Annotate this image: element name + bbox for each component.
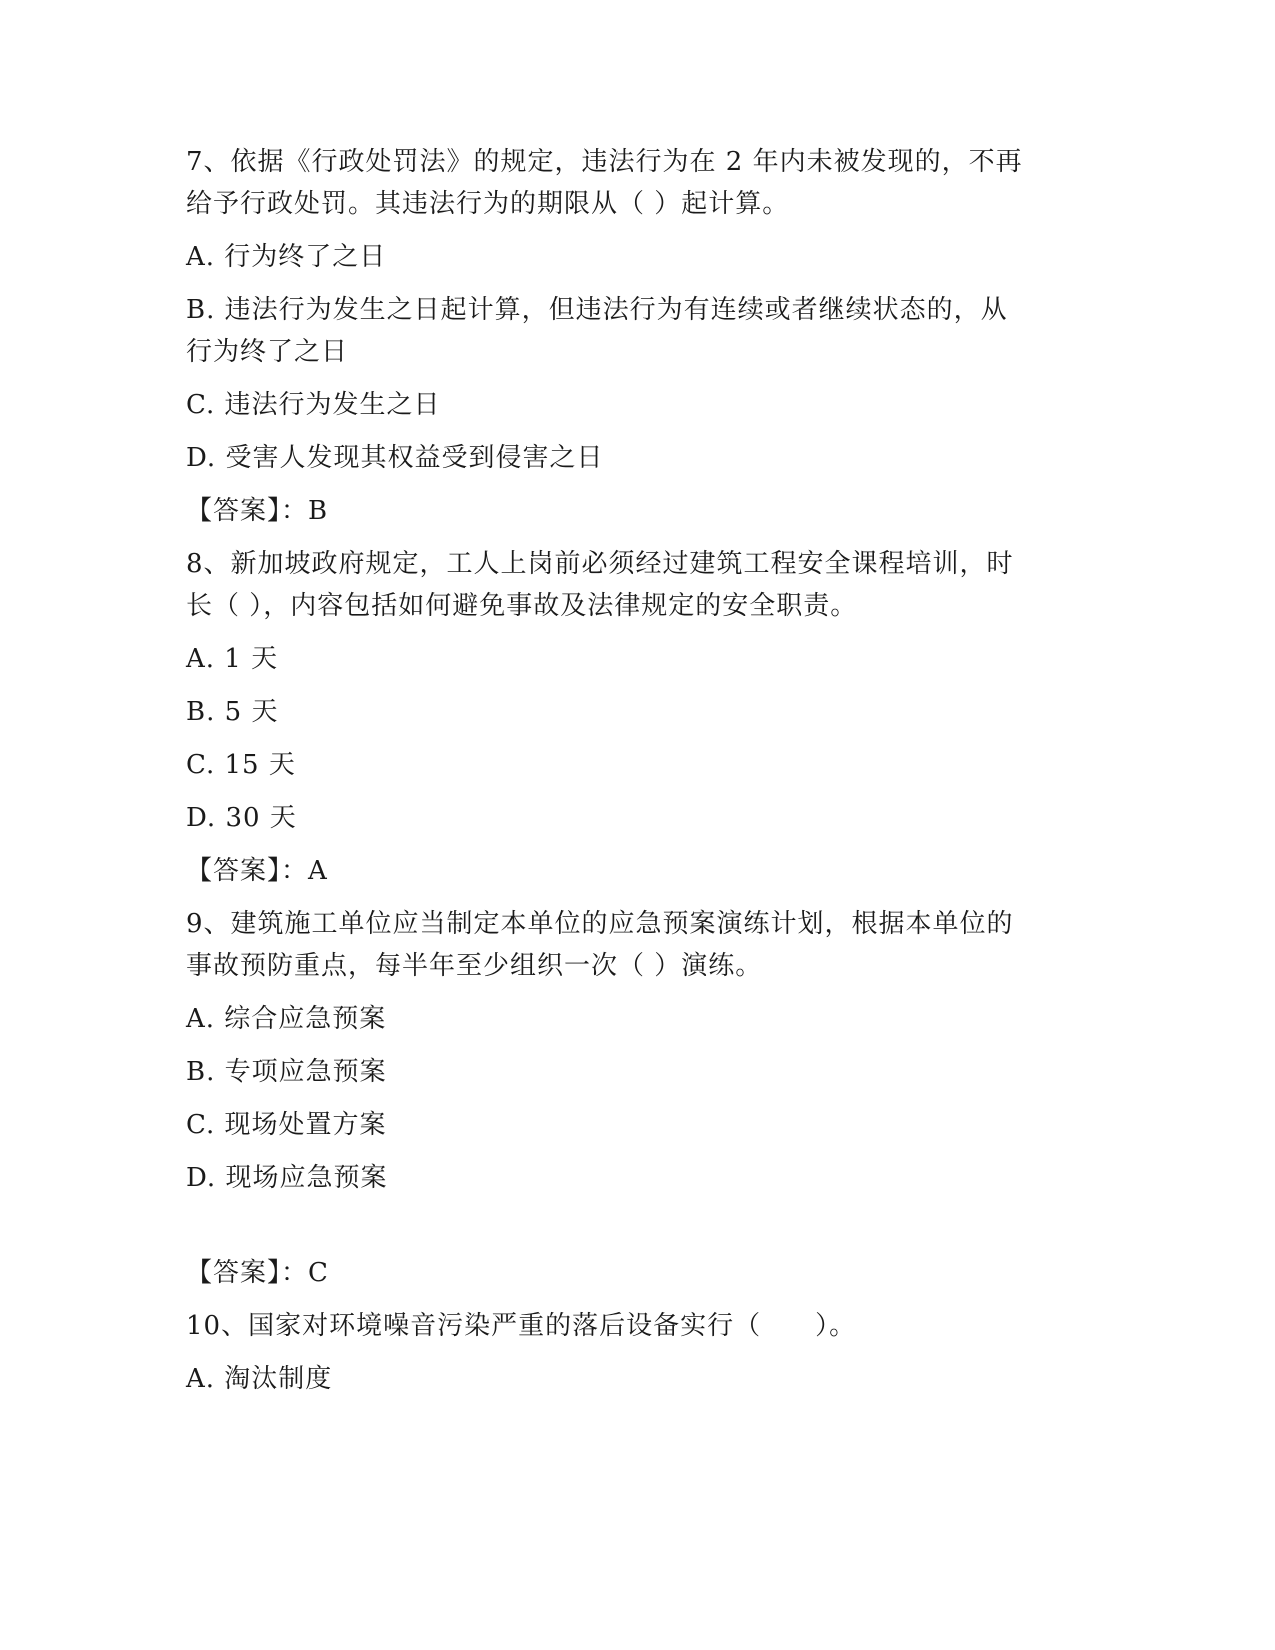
- question-9-answer: 【答案】：C: [186, 1258, 329, 1288]
- question-7-stem-line-1: 7、依据《行政处罚法》的规定，违法行为在 2 年内未被发现的，不再: [186, 147, 1023, 177]
- question-9-stem-line-1: 9、建筑施工单位应当制定本单位的应急预案演练计划，根据本单位的: [186, 909, 1014, 939]
- question-9-option-c: C. 现场处置方案: [186, 1110, 387, 1140]
- question-7-stem-line-2: 给予行政处罚。其违法行为的期限从（ ）起计算。: [186, 189, 790, 219]
- question-7-option-a: A. 行为终了之日: [186, 242, 387, 272]
- question-7-answer: 【答案】：B: [186, 496, 329, 526]
- question-7-option-c: C. 违法行为发生之日: [186, 390, 441, 420]
- question-8-option-b: B. 5 天: [186, 697, 279, 727]
- question-7-option-b-line-1: B. 违法行为发生之日起计算，但违法行为有连续或者继续状态的，从: [186, 295, 1008, 325]
- question-9-option-a: A. 综合应急预案: [186, 1004, 387, 1034]
- question-9-option-d: D. 现场应急预案: [186, 1163, 388, 1193]
- question-10-stem-line-1: 10、国家对环境噪音污染严重的落后设备实行（ ）。: [186, 1311, 857, 1341]
- question-10-option-a: A. 淘汰制度: [186, 1364, 333, 1394]
- question-8-stem-line-2: 长（ ），内容包括如何避免事故及法律规定的安全职责。: [186, 591, 858, 621]
- question-7-option-b-line-2: 行为终了之日: [186, 337, 349, 367]
- question-8-option-d: D. 30 天: [186, 803, 297, 833]
- question-8-option-a: A. 1 天: [186, 644, 279, 674]
- question-9-option-b: B. 专项应急预案: [186, 1057, 387, 1087]
- question-8-answer: 【答案】：A: [186, 856, 328, 886]
- question-8-stem-line-1: 8、新加坡政府规定，工人上岗前必须经过建筑工程安全课程培训，时: [186, 549, 1014, 579]
- question-9-stem-line-2: 事故预防重点，每半年至少组织一次（ ）演练。: [186, 951, 763, 981]
- question-7-option-d: D. 受害人发现其权益受到侵害之日: [186, 443, 604, 473]
- question-8-option-c: C. 15 天: [186, 750, 296, 780]
